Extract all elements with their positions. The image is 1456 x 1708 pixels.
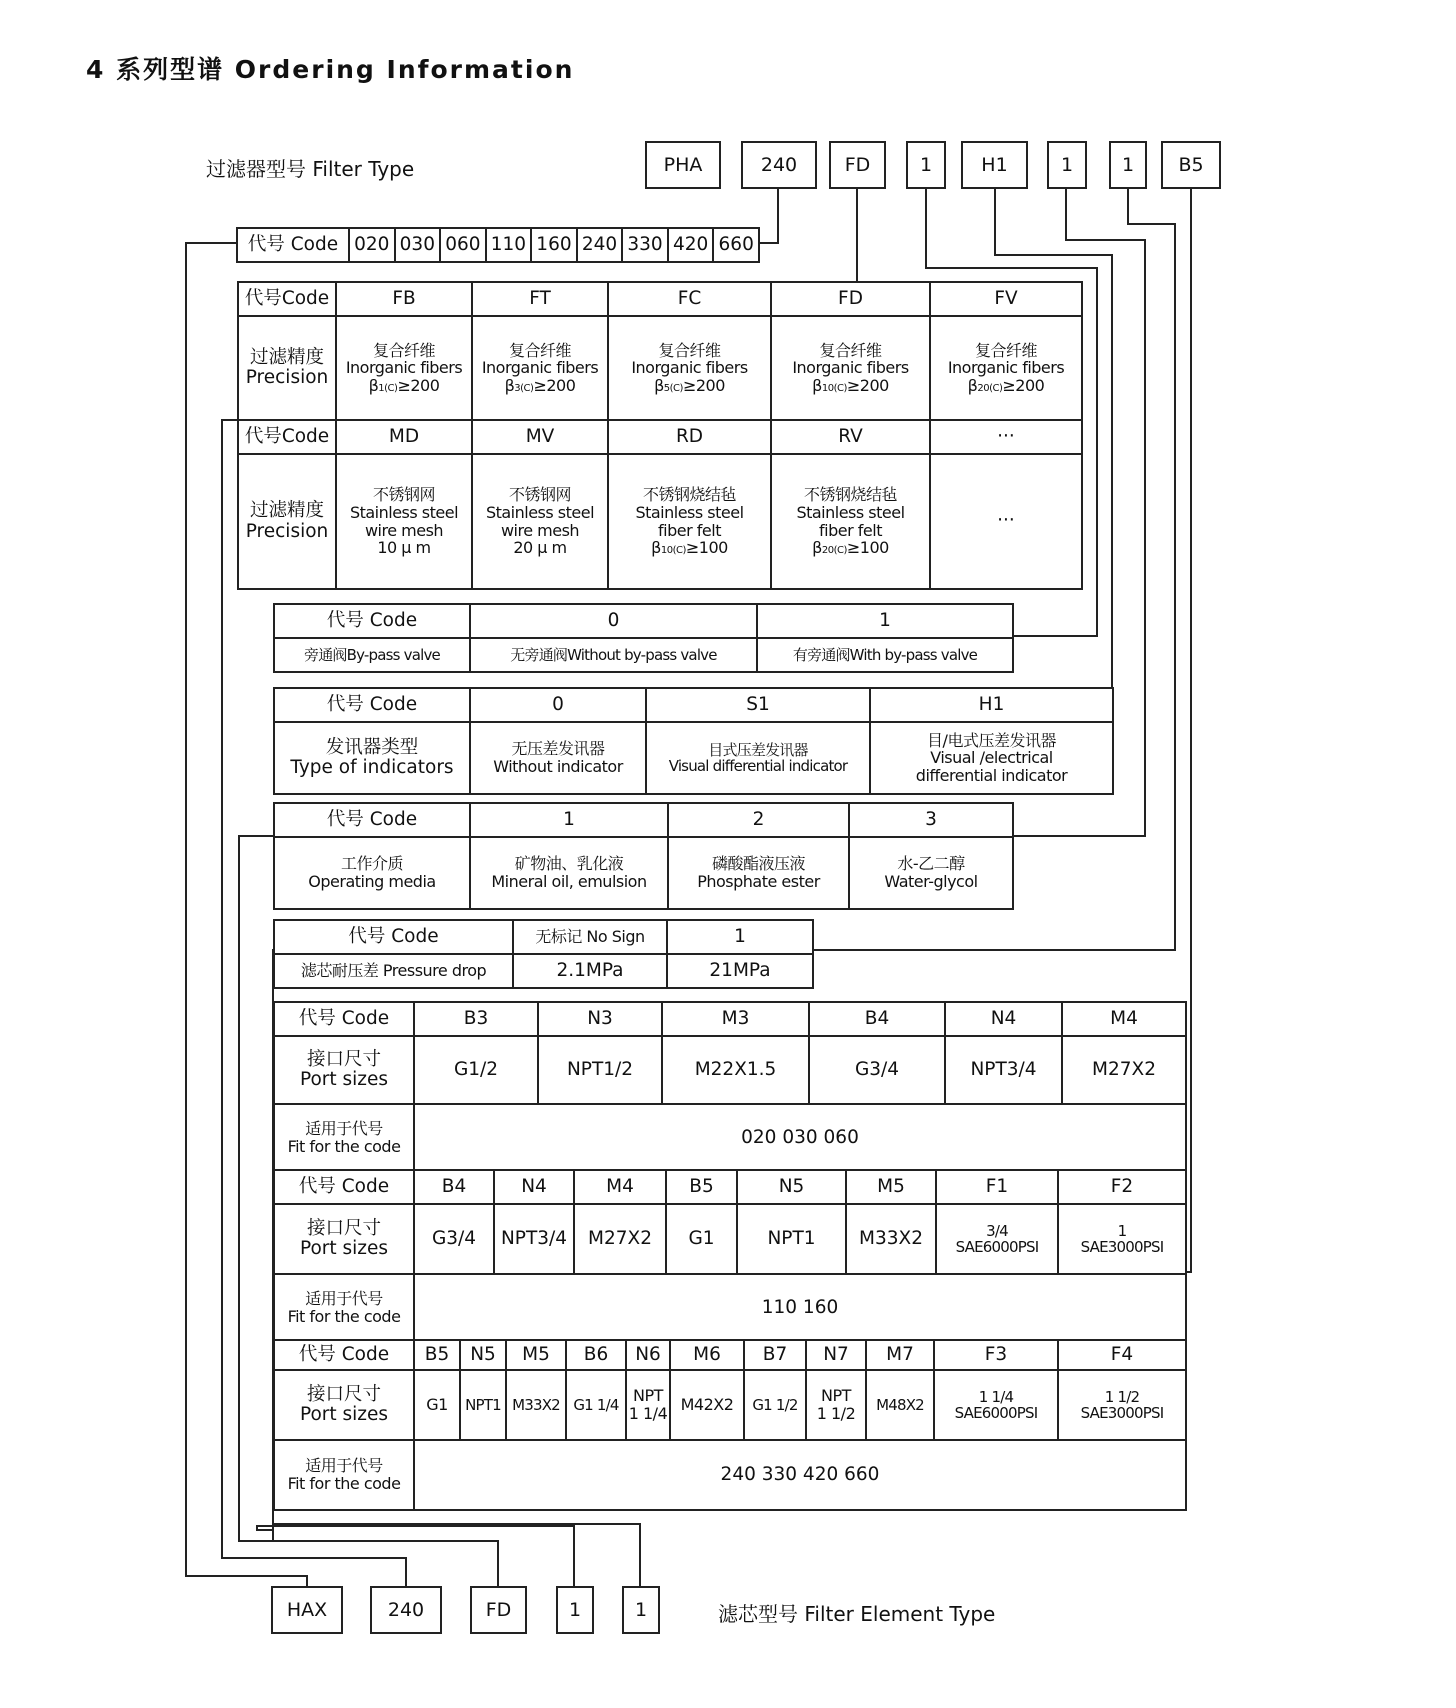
size-code: 660 [713, 228, 759, 262]
indicator-code: H1 [870, 688, 1113, 722]
port-code: F1 [936, 1170, 1058, 1204]
port-code: B7 [744, 1340, 806, 1370]
bypass-row-label: 旁通阀By-pass valve [274, 638, 470, 672]
port-size: 1 1/4 SAE6000PSI [934, 1370, 1058, 1440]
port-code: B4 [809, 1002, 945, 1036]
port-size: NPT 1 1/2 [806, 1370, 866, 1440]
element-type-label: 滤芯型号 Filter Element Type [718, 1602, 996, 1626]
port-size: NPT3/4 [494, 1204, 574, 1274]
fit-codes: 020 030 060 [414, 1104, 1186, 1172]
media-row-label: 工作介质 Operating media [274, 837, 470, 909]
precision-code: RD [608, 420, 771, 454]
pressure-value: 2.1MPa [513, 954, 667, 988]
port-code: M6 [670, 1340, 744, 1370]
size-code: 420 [668, 228, 714, 262]
port-size: G1 [414, 1370, 460, 1440]
size-code: 330 [622, 228, 668, 262]
precision-value: 复合纤维 Inorganic fibers β5(C)≥200 [608, 316, 771, 420]
port-code-label: 代号 Code [274, 1170, 414, 1204]
element-code-hax: HAX [271, 1586, 343, 1634]
port-code: N3 [538, 1002, 662, 1036]
port-code: M4 [1062, 1002, 1186, 1036]
indicator-code: S1 [646, 688, 870, 722]
precision-code: FB [336, 282, 472, 316]
filter-code-pressure: 1 [1109, 141, 1147, 189]
filter-code-bypass: 1 [906, 141, 946, 189]
indicator-code: 0 [470, 688, 646, 722]
port-size: M33X2 [506, 1370, 566, 1440]
port-code: M4 [574, 1170, 666, 1204]
filter-type-label: 过滤器型号 Filter Type [206, 157, 415, 181]
precision-value: 复合纤维 Inorganic fibers β1(C)≥200 [336, 316, 472, 420]
precision-code: FC [608, 282, 771, 316]
port-code: F3 [934, 1340, 1058, 1370]
port-size-label: 接口尺寸 Port sizes [274, 1036, 414, 1104]
precision-value: 复合纤维 Inorganic fibers β3(C)≥200 [472, 316, 608, 420]
port-size: M27X2 [574, 1204, 666, 1274]
filter-code-media: 1 [1047, 141, 1087, 189]
media-value: 磷酸酯液压液 Phosphate ester [668, 837, 849, 909]
port-code: M3 [662, 1002, 809, 1036]
bypass-code-label: 代号 Code [274, 604, 470, 638]
media-code: 3 [849, 803, 1013, 837]
fit-codes: 240 330 420 660 [414, 1440, 1186, 1510]
precision-value: 不锈钢烧结毡 Stainless steel fiber felt β20(C)≥100 [771, 454, 930, 589]
port-size: 1 1/2 SAE3000PSI [1058, 1370, 1186, 1440]
media-code: 2 [668, 803, 849, 837]
size-code-table [236, 227, 760, 263]
bypass-table [273, 603, 1014, 673]
indicator-value: 目/电式压差发讯器 Visual /electrical differential indicator [870, 722, 1113, 794]
fit-label: 适用于代号 Fit for the code [274, 1440, 414, 1510]
port-size: 1 SAE3000PSI [1058, 1204, 1186, 1274]
port-code: M5 [846, 1170, 936, 1204]
precision-value: ··· [930, 454, 1082, 589]
pressure-row-label: 滤芯耐压差 Pressure drop [274, 954, 513, 988]
precision-code-label: 代号Code [238, 282, 336, 316]
bypass-code: 0 [470, 604, 757, 638]
port-size: M27X2 [1062, 1036, 1186, 1104]
port-size-label: 接口尺寸 Port sizes [274, 1370, 414, 1440]
media-code-label: 代号 Code [274, 803, 470, 837]
port-code: B3 [414, 1002, 538, 1036]
port-size: M22X1.5 [662, 1036, 809, 1104]
port-code: B5 [414, 1340, 460, 1370]
fit-label: 适用于代号 Fit for the code [274, 1274, 414, 1342]
element-code-pressure: 1 [622, 1586, 660, 1634]
port-code: N6 [626, 1340, 670, 1370]
size-code: 060 [440, 228, 486, 262]
media-value: 水-乙二醇 Water-glycol [849, 837, 1013, 909]
port-code-label: 代号 Code [274, 1340, 414, 1370]
port-table-group2 [273, 1169, 1187, 1343]
port-size: 3/4 SAE6000PSI [936, 1204, 1058, 1274]
port-size: G1 1/2 [744, 1370, 806, 1440]
pressure-value: 21MPa [667, 954, 813, 988]
pressure-code-label: 代号 Code [274, 920, 513, 954]
precision-table [237, 281, 1083, 590]
element-code-media: 1 [556, 1586, 594, 1634]
element-code-size: 240 [370, 1586, 442, 1634]
precision-label: 过滤精度 Precision [238, 454, 336, 589]
port-size-label: 接口尺寸 Port sizes [274, 1204, 414, 1274]
size-code: 030 [395, 228, 441, 262]
port-size: NPT3/4 [945, 1036, 1062, 1104]
port-size: NPT1 [737, 1204, 846, 1274]
port-code: N5 [460, 1340, 506, 1370]
filter-code-pha: PHA [645, 141, 721, 189]
port-size: M42X2 [670, 1370, 744, 1440]
precision-value: 不锈钢烧结毡 Stainless steel fiber felt β10(C)≥100 [608, 454, 771, 589]
element-code-precision: FD [470, 1586, 527, 1634]
port-size: M33X2 [846, 1204, 936, 1274]
size-code: 020 [349, 228, 395, 262]
indicator-value: 目式压差发讯器 Visual differential indicator [646, 722, 870, 794]
filter-code-port: B5 [1161, 141, 1221, 189]
filter-code-size: 240 [741, 141, 817, 189]
port-size: M48X2 [866, 1370, 934, 1440]
page-title: 4 系列型谱 Ordering Information [86, 55, 575, 84]
precision-code: FT [472, 282, 608, 316]
precision-label: 过滤精度 Precision [238, 316, 336, 420]
fit-label: 适用于代号 Fit for the code [274, 1104, 414, 1172]
media-value: 矿物油、乳化液 Mineral oil, emulsion [470, 837, 668, 909]
port-code: F2 [1058, 1170, 1186, 1204]
port-code: B5 [666, 1170, 737, 1204]
port-code: B4 [414, 1170, 494, 1204]
port-code: N4 [494, 1170, 574, 1204]
media-code: 1 [470, 803, 668, 837]
filter-code-indicator: H1 [961, 141, 1028, 189]
port-size: NPT1 [460, 1370, 506, 1440]
precision-value: 不锈钢网 Stainless steel wire mesh 10 μ m [336, 454, 472, 589]
precision-code: FD [771, 282, 930, 316]
port-table-group1 [273, 1001, 1187, 1173]
precision-value: 复合纤维 Inorganic fibers β20(C)≥200 [930, 316, 1082, 420]
port-code: F4 [1058, 1340, 1186, 1370]
indicator-row-label: 发讯器类型 Type of indicators [274, 722, 470, 794]
precision-value: 复合纤维 Inorganic fibers β10(C)≥200 [771, 316, 930, 420]
precision-code-label: 代号Code [238, 420, 336, 454]
port-size: G1 1/4 [566, 1370, 626, 1440]
port-size: NPT1/2 [538, 1036, 662, 1104]
port-code: N5 [737, 1170, 846, 1204]
port-code: N7 [806, 1340, 866, 1370]
pressure-code: 1 [667, 920, 813, 954]
port-code: M7 [866, 1340, 934, 1370]
size-header: 代号 Code [237, 228, 349, 262]
port-code-label: 代号 Code [274, 1002, 414, 1036]
bypass-value: 无旁通阀Without by-pass valve [470, 638, 757, 672]
port-size: G3/4 [809, 1036, 945, 1104]
size-code: 160 [531, 228, 577, 262]
port-size: G3/4 [414, 1204, 494, 1274]
size-code: 240 [577, 228, 623, 262]
precision-code: RV [771, 420, 930, 454]
fit-codes: 110 160 [414, 1274, 1186, 1342]
precision-code: FV [930, 282, 1082, 316]
pressure-table [273, 919, 814, 989]
precision-code: MD [336, 420, 472, 454]
size-code: 110 [486, 228, 532, 262]
port-code: B6 [566, 1340, 626, 1370]
bypass-code: 1 [757, 604, 1013, 638]
indicator-table [273, 687, 1114, 795]
port-size: NPT 1 1/4 [626, 1370, 670, 1440]
port-code: M5 [506, 1340, 566, 1370]
filter-code-precision: FD [829, 141, 886, 189]
precision-value: 不锈钢网 Stainless steel wire mesh 20 μ m [472, 454, 608, 589]
indicator-code-label: 代号 Code [274, 688, 470, 722]
precision-code: MV [472, 420, 608, 454]
port-size: G1 [666, 1204, 737, 1274]
indicator-value: 无压差发讯器 Without indicator [470, 722, 646, 794]
pressure-code: 无标记 No Sign [513, 920, 667, 954]
bypass-value: 有旁通阀With by-pass valve [757, 638, 1013, 672]
port-code: N4 [945, 1002, 1062, 1036]
media-table [273, 802, 1014, 910]
port-size: G1/2 [414, 1036, 538, 1104]
precision-code: ··· [930, 420, 1082, 454]
port-table-group3 [273, 1339, 1187, 1511]
